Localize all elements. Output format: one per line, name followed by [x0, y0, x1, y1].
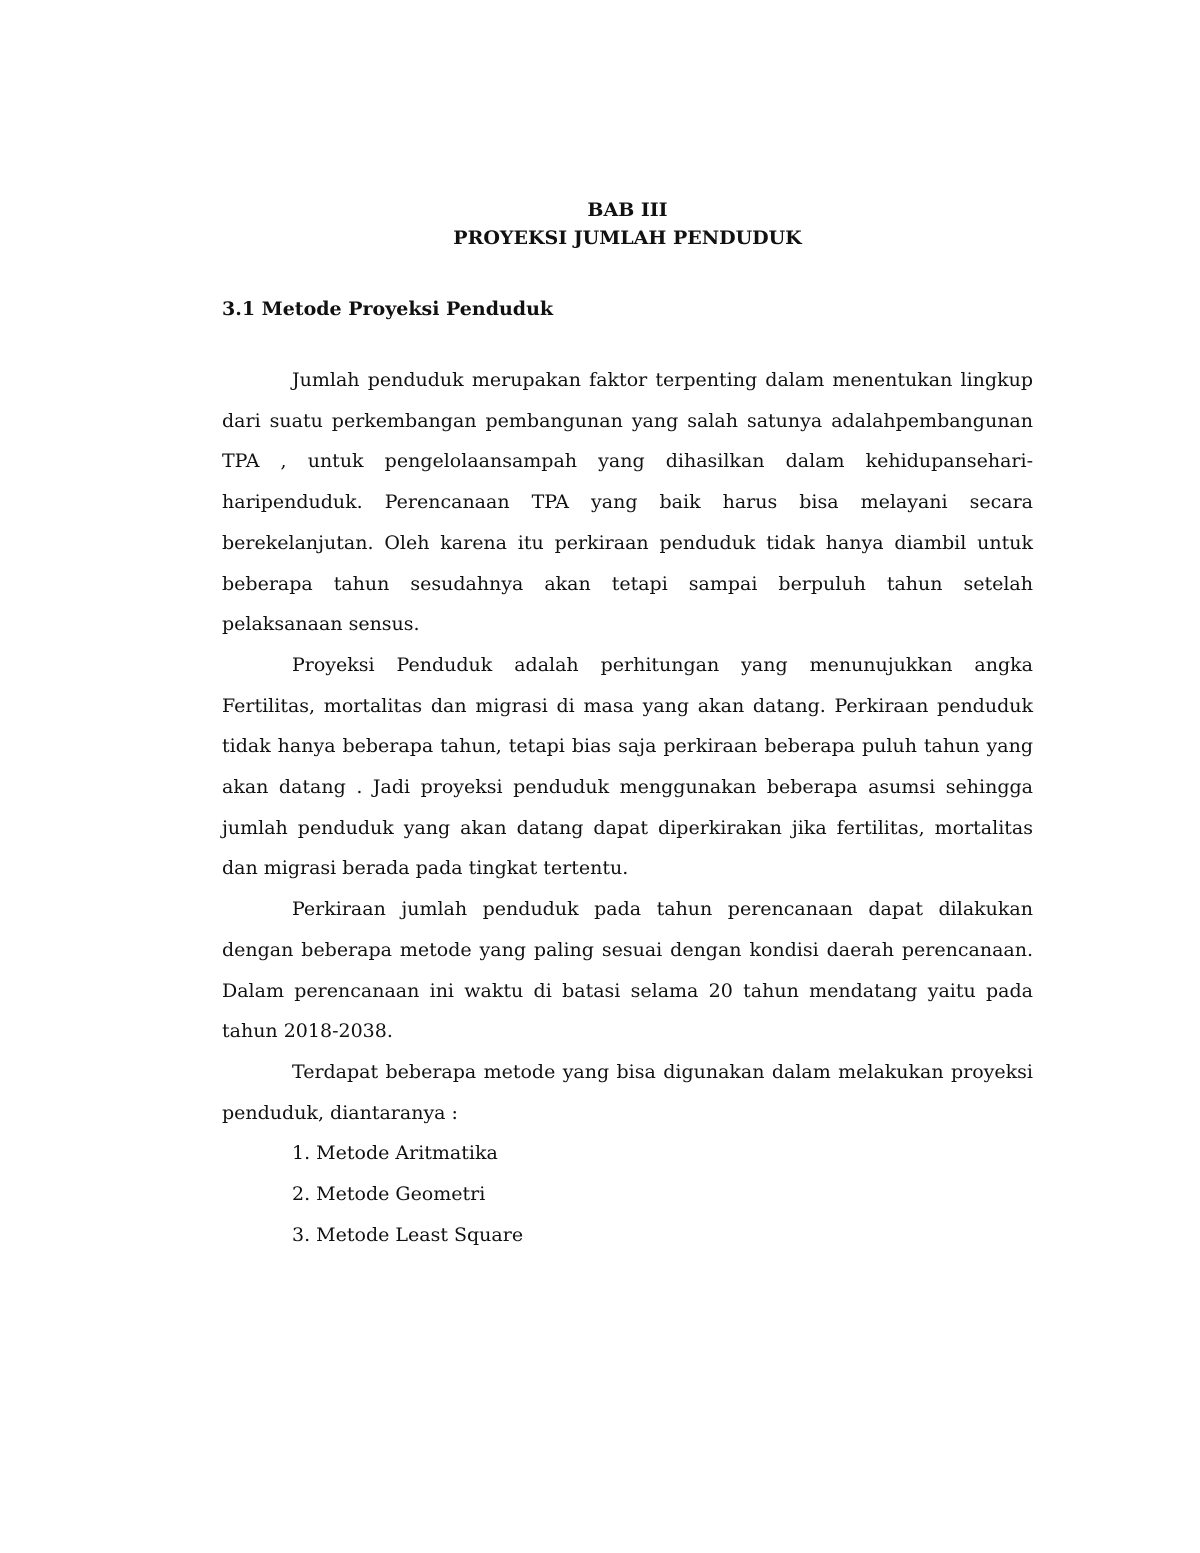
list-item: 3. Metode Least Square — [292, 1223, 524, 1246]
chapter-number: BAB III — [587, 199, 668, 221]
section-heading: 3.1 Metode Proyeksi Penduduk — [222, 298, 554, 320]
section-content — [222, 360, 1033, 1255]
paragraph: Terdapat beberapa metode yang bisa digunakan dalam melakukan proyeksi penduduk, diantaranya : — [222, 1060, 1033, 1124]
methods-list — [222, 1133, 1033, 1255]
paragraph: Proyeksi Penduduk adalah perhitungan yang menunujukkan angka Fertilitas, mortalitas dan migrasi di masa yang akan datang. Perkiraan penduduk tidak hanya beberapa tahun, tetapi bias saja perkiraan beberapa puluh tahun yang akan datang . Jadi proyeksi penduduk menggunakan beberapa asumsi sehingga jumlah penduduk yang akan datang dapat diperkirakan jika fertilitas, mortalitas dan migrasi berada pada tingkat tertentu. — [222, 653, 1033, 880]
paragraph: Perkiraan jumlah penduduk pada tahun perencanaan dapat dilakukan dengan beberapa metode yang paling sesuai dengan kondisi daerah perencanaan. Dalam perencanaan ini waktu di batasi selama 20 tahun mendatang yaitu pada tahun 2018-2038. — [222, 898, 1033, 1043]
list-item: 2. Metode Geometri — [292, 1183, 486, 1206]
document-body — [222, 196, 1033, 1255]
chapter-title: PROYEKSI JUMLAH PENDUDUK — [453, 227, 802, 249]
paragraph: Jumlah penduduk merupakan faktor terpenting dalam menentukan lingkup dari suatu perkembangan pembangunan yang salah satunya adalahpembangunan TPA , untuk pengelolaansampah yang dihasilkan dalam kehidupansehari-haripenduduk. Perencanaan TPA yang baik harus bisa melayani secara berekelanjutan. Oleh karena itu perkiraan penduduk tidak hanya diambil untuk beberapa tahun sesudahnya akan tetapi sampai berpuluh tahun setelah pelaksanaan sensus. — [222, 369, 1033, 636]
list-item: 1. Metode Aritmatika — [292, 1142, 498, 1165]
